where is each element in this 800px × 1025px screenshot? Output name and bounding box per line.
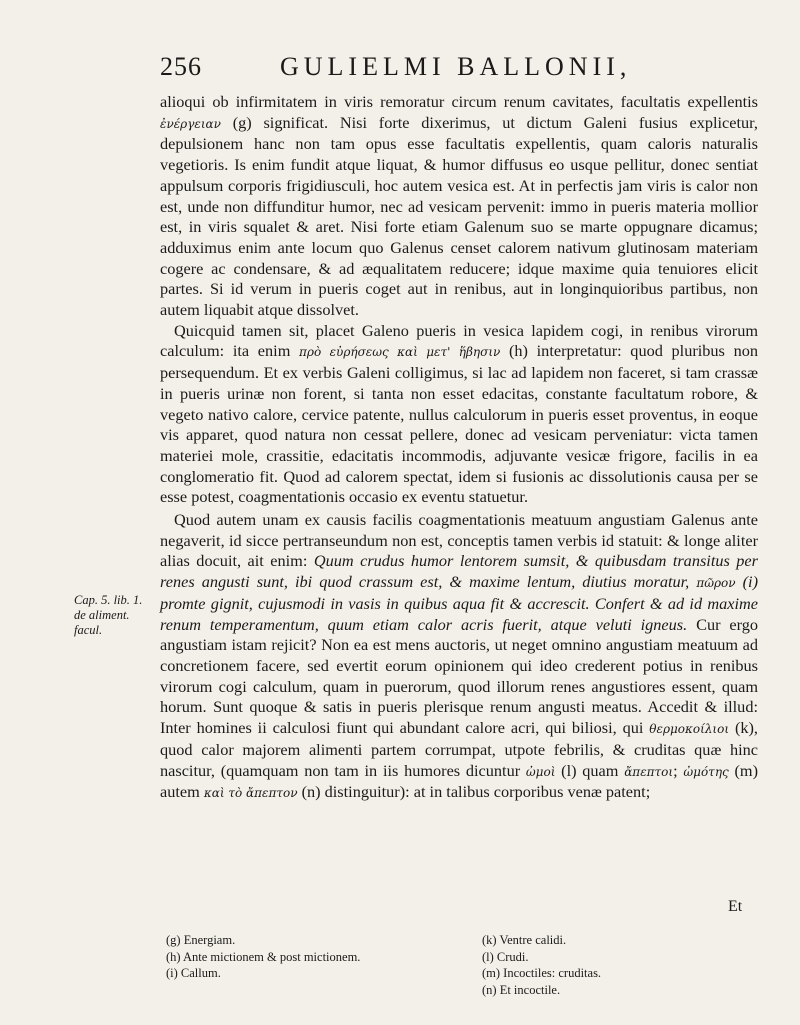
footnotes-right-column — [482, 932, 752, 998]
main-text — [160, 92, 758, 804]
footnote-i: (i) Callum. — [166, 966, 221, 980]
footnote-n: (n) Et incoctile. — [482, 982, 561, 997]
paragraph-2: Quicquid tamen sit, placet Galeno pueris in vesica lapidem cogi, in renibus virorum calculum: ita enim πρὸ εὐρήσεως καὶ μετ' ἥβησιν (h) interpretatur: quod pluribus non persequendum. Et ex verbis Galeni colligimus, si lac ad lapidem non faceret, si tam crassæ in pueris urinæ non forent, si tanta non esset edacitas, constante facultatum robore, & vegeto nativo calore, cervice patente, nullus calculorum in pueris esset proventus, in eoque vis apparet, quod natura non cessat pellere, donec ad vesicam perveniatur: victa tamen materiei mole, crassitie, edacitatis incommodis, adjuvante vesicæ frigore, facilis in ea conglomeratio fit. Quod ad calorem spectat, idem si fusionis ac dissolutionis causa per se esse potest, coagmentationis occasio ex eventu statuetur. — [160, 320, 758, 507]
greek-term: ἄπεπτοι — [624, 764, 674, 779]
running-title: GULIELMI BALLONII, — [280, 52, 632, 81]
greek-term: πῶρον — [696, 576, 736, 591]
paragraph-3: Quod autem unam ex causis facilis coagmentationis meatuum angustiam Galenus ante negaverit, id sicce pertranseundum non est, conceptis tamen verbis id statuit: & longe aliter alias docuit, ait enim: Quum crudus humor lentorem sumsit, & quibusdam transitus per renes angusti sunt, ibi quod crassum est, & maxime lentum, diutius moratur, πῶρον (i) promte gignit, cujusmodi in vasis in quibus aqua fit & accrescit. Confert & ad id maxime renum temperamentum, quum etiam calor acris fuerit, atque veluti igneus. Cur ergo angustiam istam rejicit? Non ea est mens auctoris, ut neget omnino angustiam meatuum ad concretionem facere, sed evertit eorum opinionem qui ideo crederent potius in renibus virorum cogi calculum, quam in puerorum, quod illorum renes angustiores essent, quam horum. Sunt quoque & satis in pueris plerisque renum angusti meatus. Accedit & illud: Inter homines ii calculosi fiunt qui abundant calore acri, qui biliosi, qui θερμοκοίλιοι (k), quod calor majorem alimenti partem corrumpat, utpote febrilis, & cruditas quæ hinc nascitur, (quamquam non tam in iis humores dicuntur ὠμοὶ (l) quam ἄπεπτοι; ὠμότης (m) autem καὶ τὸ ἄπεπτον (n) distinguitur): at in talibus corporibus venæ patent; — [160, 510, 759, 802]
footnote-h: (h) Ante mictionem & post mictionem. — [166, 949, 361, 964]
greek-term: ἐνέργειαν — [160, 116, 221, 131]
greek-term: θερμοκοίλιοι — [649, 722, 730, 737]
footnote-g: (g) Energiam. — [166, 933, 236, 947]
catchword: Et — [728, 898, 743, 915]
greek-term: πρὸ εὐρήσεως καὶ μετ' ἥβησιν — [299, 345, 501, 360]
paragraph-1: alioqui ob infirmitatem in viris remoratur circum renum cavitates, facultatis expellentis ἐνέργειαν (g) significat. Nisi forte dixerimus, ut dictum Galeni fusius explicetur, depulsionem hanc non tam opus esse facultatis expellentis, quam caloris naturalis vegetioris. Is enim fundit atque liquat, & humor diffusus eo usque pellitur, donec sentiat appulsum corporis frigidiusculi, hoc autem vesica est. At in perfectis jam viris is calor non est, unde non diffunditur humor, nec ad vesicam pervenit: immo in pueris materia mollior est, in viris squalet & aret. Nisi forte etiam Galenum suo se marte oppugnare dicamus; adduximus enim ante locum quo Galenus censet calorem nativum glutinosam materiam cogere ac condensare, & ad æqualitatem reducere; idque maxime quia tenuiores elicit partes. Si id verum in pueris coget aut in renibus, aut in longinquioribus partibus, non autem liquabit atque dissolvet. — [160, 92, 758, 320]
footnote-l: (l) Crudi. — [482, 949, 529, 964]
footnotes-left-column — [166, 932, 456, 982]
greek-term: καὶ τὸ ἄπεπτον — [203, 786, 298, 801]
footnote-k: (k) Ventre calidi. — [482, 933, 567, 947]
greek-term: ὠμότης — [683, 764, 729, 779]
page-number: 256 — [160, 52, 202, 81]
margin-note: Cap. 5. lib. 1. de aliment. facul. — [74, 593, 143, 637]
footnote-m: (m) Incoctiles: cruditas. — [482, 966, 602, 980]
greek-term: ὠμοὶ — [525, 764, 556, 779]
page-header — [160, 52, 760, 92]
